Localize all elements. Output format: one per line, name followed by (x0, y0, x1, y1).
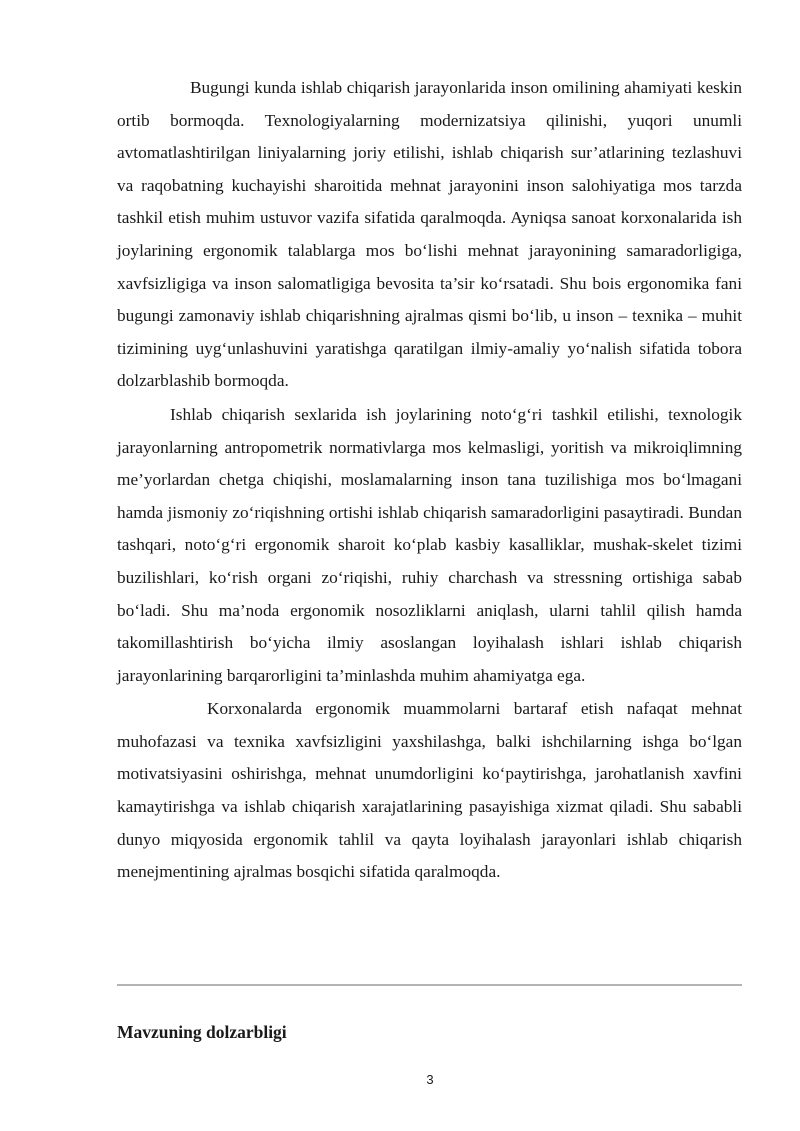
section-divider (117, 984, 742, 986)
page-number: 3 (426, 1072, 434, 1087)
paragraph-1: Bugungi kunda ishlab chiqarish jarayonlarida inson omilining ahamiyati keskin ortib bormoqda. Texnologiyalarning modernizatsiya qilinishi, yuqori unumli avtomatlashtirilgan liniyalarning joriy etilishi, ishlab chiqarish sur’atlarining tezlashuvi va raqobatning kuchayishi sharoitida mehnat jarayonini inson salohiyatiga mos tarzda tashkil etish muhim ustuvor vazifa sifatida qaralmoqda. Ayniqsa sanoat korxonalarida ish joylarining ergonomik talablarga mos bo‘lishi mehnat jarayonining samaradorligiga, xavfsizligiga va inson salomatligiga bevosita ta’sir ko‘rsatadi. Shu bois ergonomika fani bugungi zamonaviy ishlab chiqarishning ajralmas qismi bo‘lib, u inson – texnika – muhit tizimining uyg‘unlashuvini yaratishga qaratilgan ilmiy-amaliy yo‘nalish sifatida tobora dolzarblashib bormoqda. (117, 78, 742, 391)
section-heading: Mavzuning dolzarbligi (117, 1022, 287, 1042)
document-body (117, 72, 742, 889)
paragraph-3: Korxonalarda ergonomik muammolarni bartaraf etish nafaqat mehnat muhofazasi va texnika xavfsizligini yaxshilashga, balki ishchilarning ishga bo‘lgan motivatsiyasini oshirishga, mehnat unumdorligini ko‘paytirishga, jarohatlanish xavfini kamaytirishga va ishlab chiqarish xarajatlarining pasayishiga xizmat qiladi. Shu sababli dunyo miqyosida ergonomik tahlil va qayta loyihalash jarayonlari ishlab chiqarish menejmentining ajralmas bosqichi sifatida qaralmoqda. (117, 699, 742, 882)
paragraph-2: Ishlab chiqarish sexlarida ish joylarining noto‘g‘ri tashkil etilishi, texnologik jarayonlarning antropometrik normativlarga mos kelmasligi, yoritish va mikroiqlimning me’yorlardan chetga chiqishi, moslamalarning inson tana tuzilishiga mos bo‘lmagani hamda jismoniy zo‘riqishning ortishi ishlab chiqarish samaradorligini pasaytiradi. Bundan tashqari, noto‘g‘ri ergonomik sharoit ko‘plab kasbiy kasalliklar, mushak-skelet tizimi buzilishlari, ko‘rish organi zo‘riqishi, ruhiy charchash va stressning ortishiga sabab bo‘ladi. Shu ma’noda ergonomik nosozliklarni aniqlash, ularni tahlil qilish hamda takomillashtirish bo‘yicha ilmiy asoslangan loyihalash ishlari ishlab chiqarish jarayonlarining barqarorligini ta’minlashda muhim ahamiyatga ega. (117, 404, 742, 685)
